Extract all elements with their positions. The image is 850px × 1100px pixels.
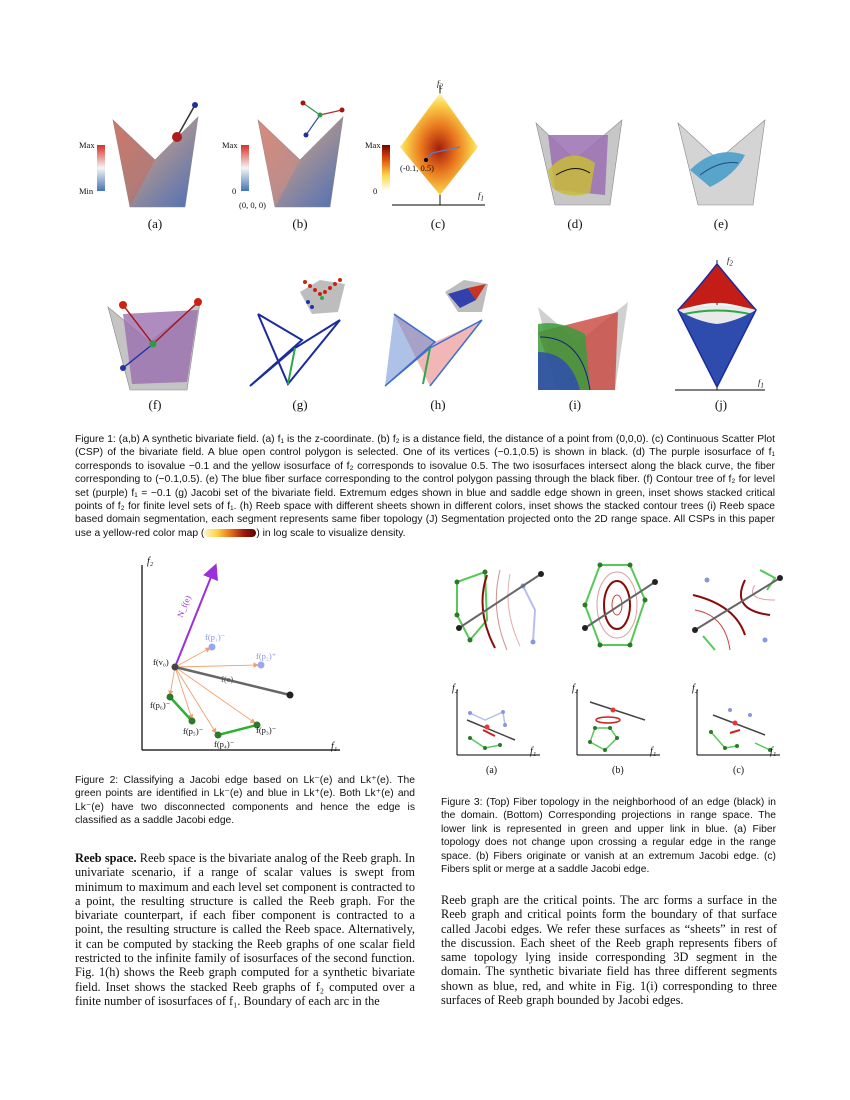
- body-left-column: [75, 851, 415, 1008]
- fig1b-colorbar-min: 0: [232, 186, 237, 196]
- fig1a-colorbar: [97, 145, 105, 191]
- body-right-column: [441, 893, 777, 1007]
- fig1c-colorbar-min: 0: [373, 186, 378, 196]
- fig3-label-a: (a): [486, 765, 498, 776]
- fig3b-axis-f2: f₂: [572, 683, 579, 694]
- fig3a-axis-f1: f₁: [530, 746, 537, 757]
- fig2-label-v0: f(v₀): [153, 657, 169, 667]
- fig1-label-a: (a): [147, 216, 163, 231]
- fig2-label-p3: f(p₃)⁻: [256, 725, 277, 735]
- figure3-caption: Figure 3: (Top) Fiber topology in the neighborhood of an edge (black) in the domain. (Bottom) Corresponding projections in range space. The lower link is represented in green and upper link in blue. (a) Fiber topology does not change upon crossing a regular edge in the range space. (b) Fibers originate or vanish at an extremum Jacobi edge. (c) Fibers split or merge at a saddle Jacobi edge.: [441, 797, 776, 876]
- fig1a-colorbar-min: Min: [79, 186, 94, 196]
- fig1a-plot: [113, 102, 198, 207]
- fig1-label-i: (i): [568, 397, 582, 412]
- fig1d-plot: [536, 120, 622, 205]
- fig1-label-h: (h): [430, 397, 446, 412]
- fig3a-bottom: [467, 710, 515, 750]
- figure1-caption-text: Figure 1: (a,b) A synthetic bivariate field. (a) f₁ is the z-coordinate. (b) f₂ is a distance field, the distance of a point from (0,0,0). (c) Continuous Scatter Plot (CSP) of the bivariate field. A blue open control polygon is selected. One of its vertices (−0.1,0.5) is shown in black. (d) The purple isosurface of f₁ corresponds to isovalue −0.1 and the yellow isosurface of f₂ corresponds to isovalue 0.5. The two isosurfaces intersect along the black curve, the fiber corresponding to (−0.1,0.5). (e) The blue fiber surface corresponding to the control polygon passing through the black fiber. (f) Contour tree of f₂ for level set (purple) f₁ = −0.1 (g) Jacobi set of the bivariate field. Extremum edges shown in blue and saddle edge shown in green, inset shows stacked critical points of f₂ for finite level sets of f₁. (h) Reeb space with different sheets shown in different colors, inset shows the stacked contour trees (i) Reeb space based domain segmentation, each segment represents same fiber topology (J) Segmentation projected onto the 2D range space. All CSPs in this paper use a yellow-red color map (: [75, 434, 775, 539]
- figure1-caption: [75, 433, 775, 540]
- fig1b-colorbar-max: Max: [222, 140, 238, 150]
- fig1i-plot: [538, 302, 628, 390]
- fig1-label-e: (e): [713, 216, 729, 231]
- fig3c-bottom: [709, 708, 772, 752]
- fig1f-plot: [108, 298, 202, 390]
- fig1a-colorbar-max: Max: [79, 140, 95, 150]
- fig1c-plot: [392, 85, 485, 205]
- fig2-axis-f1: f₁: [331, 741, 338, 752]
- fig3-label-b: (b): [612, 765, 624, 776]
- fig1c-colorbar-max: Max: [365, 140, 381, 150]
- figure1-row2: [90, 252, 790, 397]
- fig1h-plot: [385, 280, 488, 386]
- fig1-label-d: (d): [567, 216, 583, 231]
- section-heading: Reeb space.: [75, 851, 137, 865]
- colormap-swatch: [204, 529, 256, 537]
- figure2-caption: Figure 2: Classifying a Jacobi edge based on Lk⁻(e) and Lk⁺(e). The green points are identified in Lk⁻(e) and blue in Lk⁺(e). Both Lk⁺(e) and Lk⁻(e) have two disconnected components and hence the edge is classified as a saddle Jacobi edge.: [75, 775, 415, 827]
- fig1b-origin-label: (0, 0, 0): [239, 200, 266, 210]
- fig1c-axis-f1: $f_1$: [478, 190, 484, 203]
- fig2-label-p1: f(p₁)⁻: [205, 632, 226, 642]
- fig1-label-g: (g): [292, 397, 308, 412]
- fig2-label-p4: f(p₄)⁻: [214, 739, 235, 749]
- fig1j-plot: [675, 260, 765, 390]
- fig3-label-c: (c): [733, 765, 745, 776]
- fig1b-plot: [258, 101, 345, 208]
- fig3a-top: [455, 570, 545, 651]
- fig2-label-p2: f(p₂)⁺: [256, 651, 277, 661]
- figure1-caption-end: ) in log scale to visualize density.: [256, 527, 406, 539]
- fig1c-vertex-label: (-0.1, 0.5): [400, 163, 434, 173]
- fig1-label-c: (c): [430, 216, 446, 231]
- fig1-label-j: (j): [714, 397, 728, 412]
- fig2-label-e: f(e): [221, 674, 234, 684]
- fig3c-axis-f1: f₁: [770, 746, 777, 757]
- figure3-diagram: [445, 560, 785, 770]
- fig1b-colorbar: [241, 145, 249, 191]
- body-right-text: Reeb graph are the critical points. The arc forms a surface in the Reeb graph and critical points form the boundary of that surface called Jacobi edges. We refer these surfaces as “sheets” in rest of the discussion. Each sheet of the Reeb graph represents fibers of same topology lying inside corresponding 3D segment in the domain. The synthetic bivariate field has three different segments shown as blue, red, and white in Fig. 1(i) corresponding to three surfaces of Reeb graph bounded by Jacobi edges.: [441, 893, 777, 1008]
- fig2-label-ngrad: N_f(e): [175, 593, 193, 619]
- fig3c-top: [692, 570, 783, 650]
- fig1c-axis-f2: $f_2$: [437, 78, 443, 91]
- fig1-label-f: (f): [148, 397, 162, 412]
- fig1e-plot: [678, 120, 765, 205]
- fig1-label-b: (b): [292, 216, 308, 231]
- fig1c-colorbar: [382, 145, 390, 191]
- fig3b-axis-f1: f₁: [650, 746, 657, 757]
- fig1j-axis-f2: $f_2$: [727, 255, 733, 268]
- body-left-text: Reeb space is the bivariate analog of the Reeb graph. In univariate scenario, if a range of scalar values is swept from minimum to maximum and each level set component is contracted to a point, the resulting structure is called the Reeb graph. For the bivariate counterpart, if each fiber component is contracted to a point, the resulting structure is called the Reeb space. Alternatively, it can be computed by stacking the Reeb graphs of one scalar field restricted to the infinite family of isosurfaces of the second function. Fig. 1(h) shows the Reeb graph computed for a synthetic bivariate field. Inset shows the stacked Reeb graphs of f₂ computed over a finite number of isosurfaces of f₁. Boundary of each arc in the: [75, 851, 415, 1008]
- fig2-axis-f2: f₂: [147, 556, 154, 567]
- fig3b-bottom: [588, 702, 645, 752]
- fig2-label-p6: f(p₆)⁻: [150, 700, 171, 710]
- fig3b-top: [582, 563, 658, 648]
- fig1j-axis-f1: $f_1$: [758, 377, 764, 390]
- fig1g-plot: [250, 278, 345, 386]
- fig2-label-p5: f(p₅)⁻: [183, 726, 204, 736]
- fig3c-axis-f2: f₂: [692, 683, 699, 694]
- fig3a-axis-f2: f₂: [452, 683, 459, 694]
